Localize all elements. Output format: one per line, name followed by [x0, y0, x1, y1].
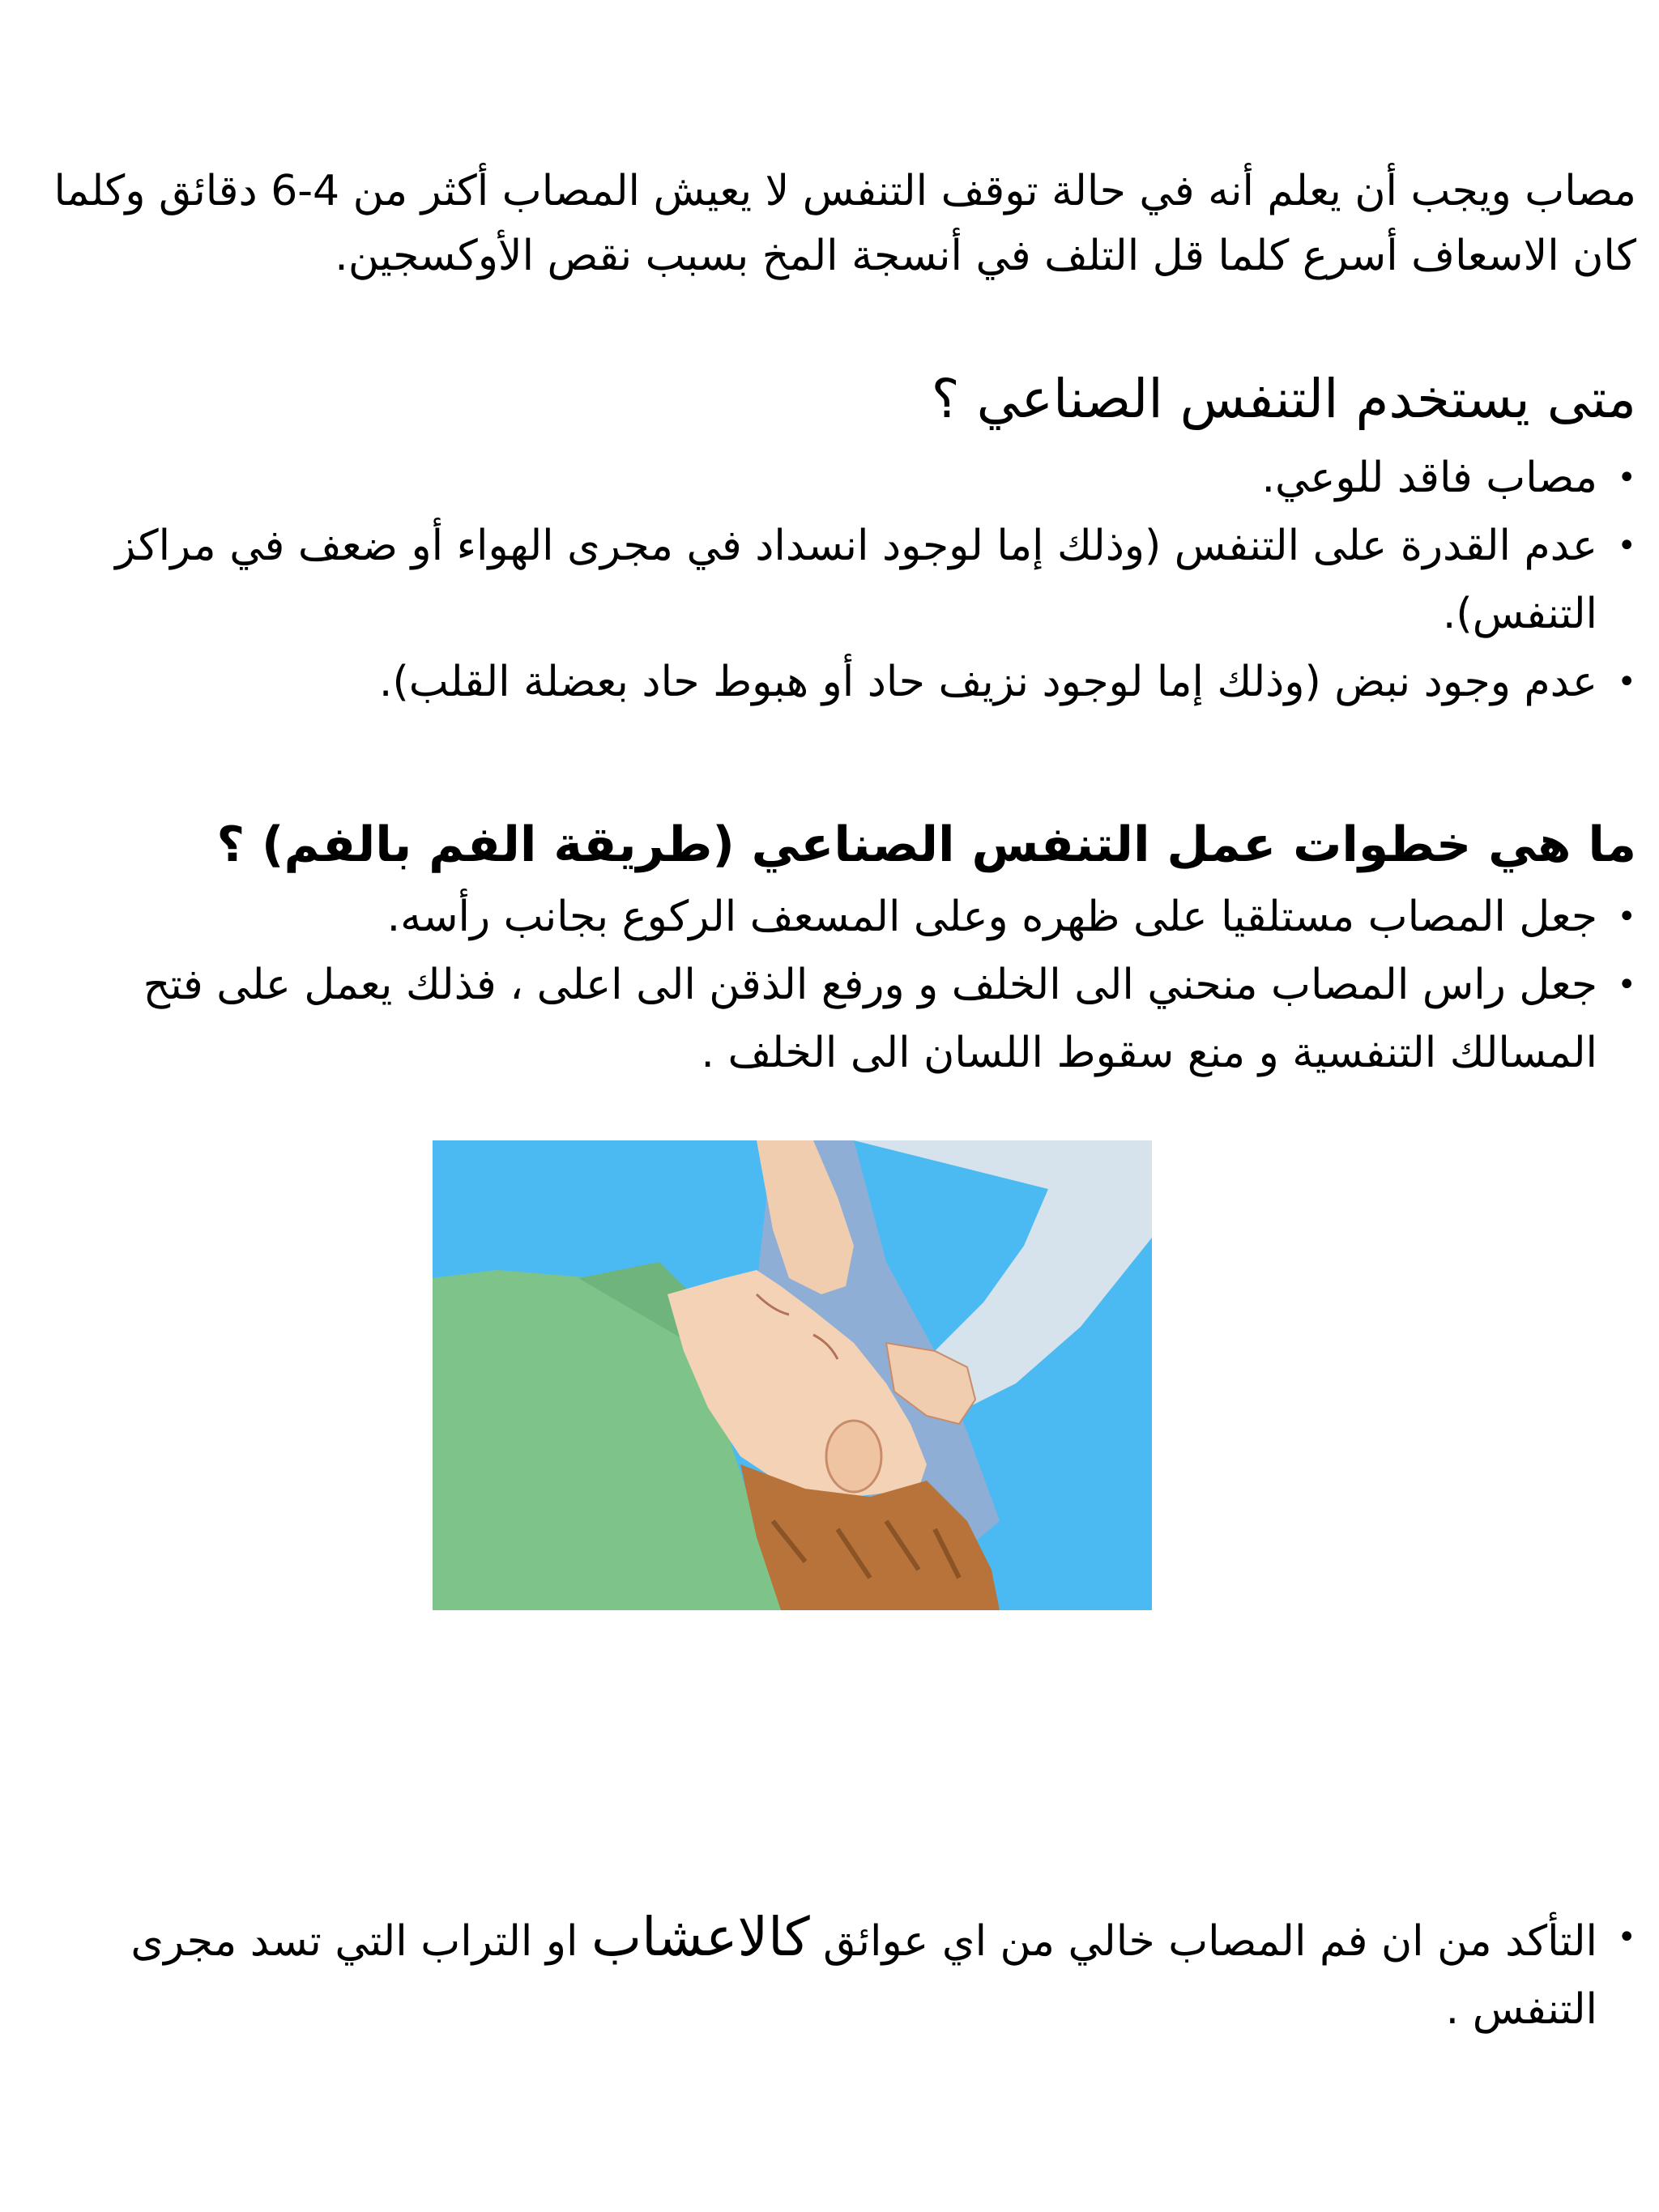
- bullet-icon: •: [1617, 898, 1636, 936]
- list-item: • مصاب فاقد للوعي.: [24, 444, 1636, 512]
- list-item: • جعل راس المصاب منحني الى الخلف و ورفع الذقن الى اعلى ، فذلك يعمل على فتح المسالك التنفسية و منع سقوط اللسان الى الخلف .: [24, 951, 1636, 1087]
- bullet-icon: •: [1617, 966, 1636, 1004]
- cpr-illustration: [433, 1140, 1152, 1610]
- list-item: • عدم وجود نبض (وذلك إما لوجود نزيف حاد أو هبوط حاد بعضلة القلب).: [24, 648, 1636, 716]
- section2-list: [24, 883, 1636, 1087]
- emphasized-word: كالاعشاب: [591, 1906, 810, 1968]
- patient-ear: [826, 1421, 881, 1492]
- bullet-icon: •: [1617, 459, 1636, 497]
- head-tilt-chin-lift-icon: [433, 1140, 1152, 1610]
- list-item: • التأكد من ان فم المصاب خالي من اي عوائق كالاعشاب او التراب التي تسد مجرى التنفس .: [8, 1903, 1636, 2044]
- bullet-icon: •: [1617, 663, 1636, 701]
- bullet-icon: •: [1617, 1919, 1636, 1956]
- section1-heading: متى يستخدم التنفس الصناعي ؟: [931, 368, 1636, 430]
- list-item: • عدم القدرة على التنفس (وذلك إما لوجود انسداد في مجرى الهواء أو ضعف في مراكز التنفس).: [24, 512, 1636, 648]
- bullet-icon: •: [1617, 527, 1636, 565]
- list-item: • جعل المصاب مستلقيا على ظهره وعلى المسعف الركوع بجانب رأسه.: [24, 883, 1636, 951]
- section2-heading: ما هي خطوات عمل التنفس الصناعي (طريقة الفم بالفم) ؟: [216, 816, 1636, 873]
- section3-list: [8, 1903, 1636, 2044]
- section1-list: [24, 444, 1636, 716]
- intro-paragraph: مصاب ويجب أن يعلم أنه في حالة توقف التنفس لا يعيش المصاب أكثر من 4-6 دقائق وكلما كان الاسعاف أسرع كلما قل التلف في أنسجة المخ بسبب نقص الأوكسجين.: [53, 167, 1636, 280]
